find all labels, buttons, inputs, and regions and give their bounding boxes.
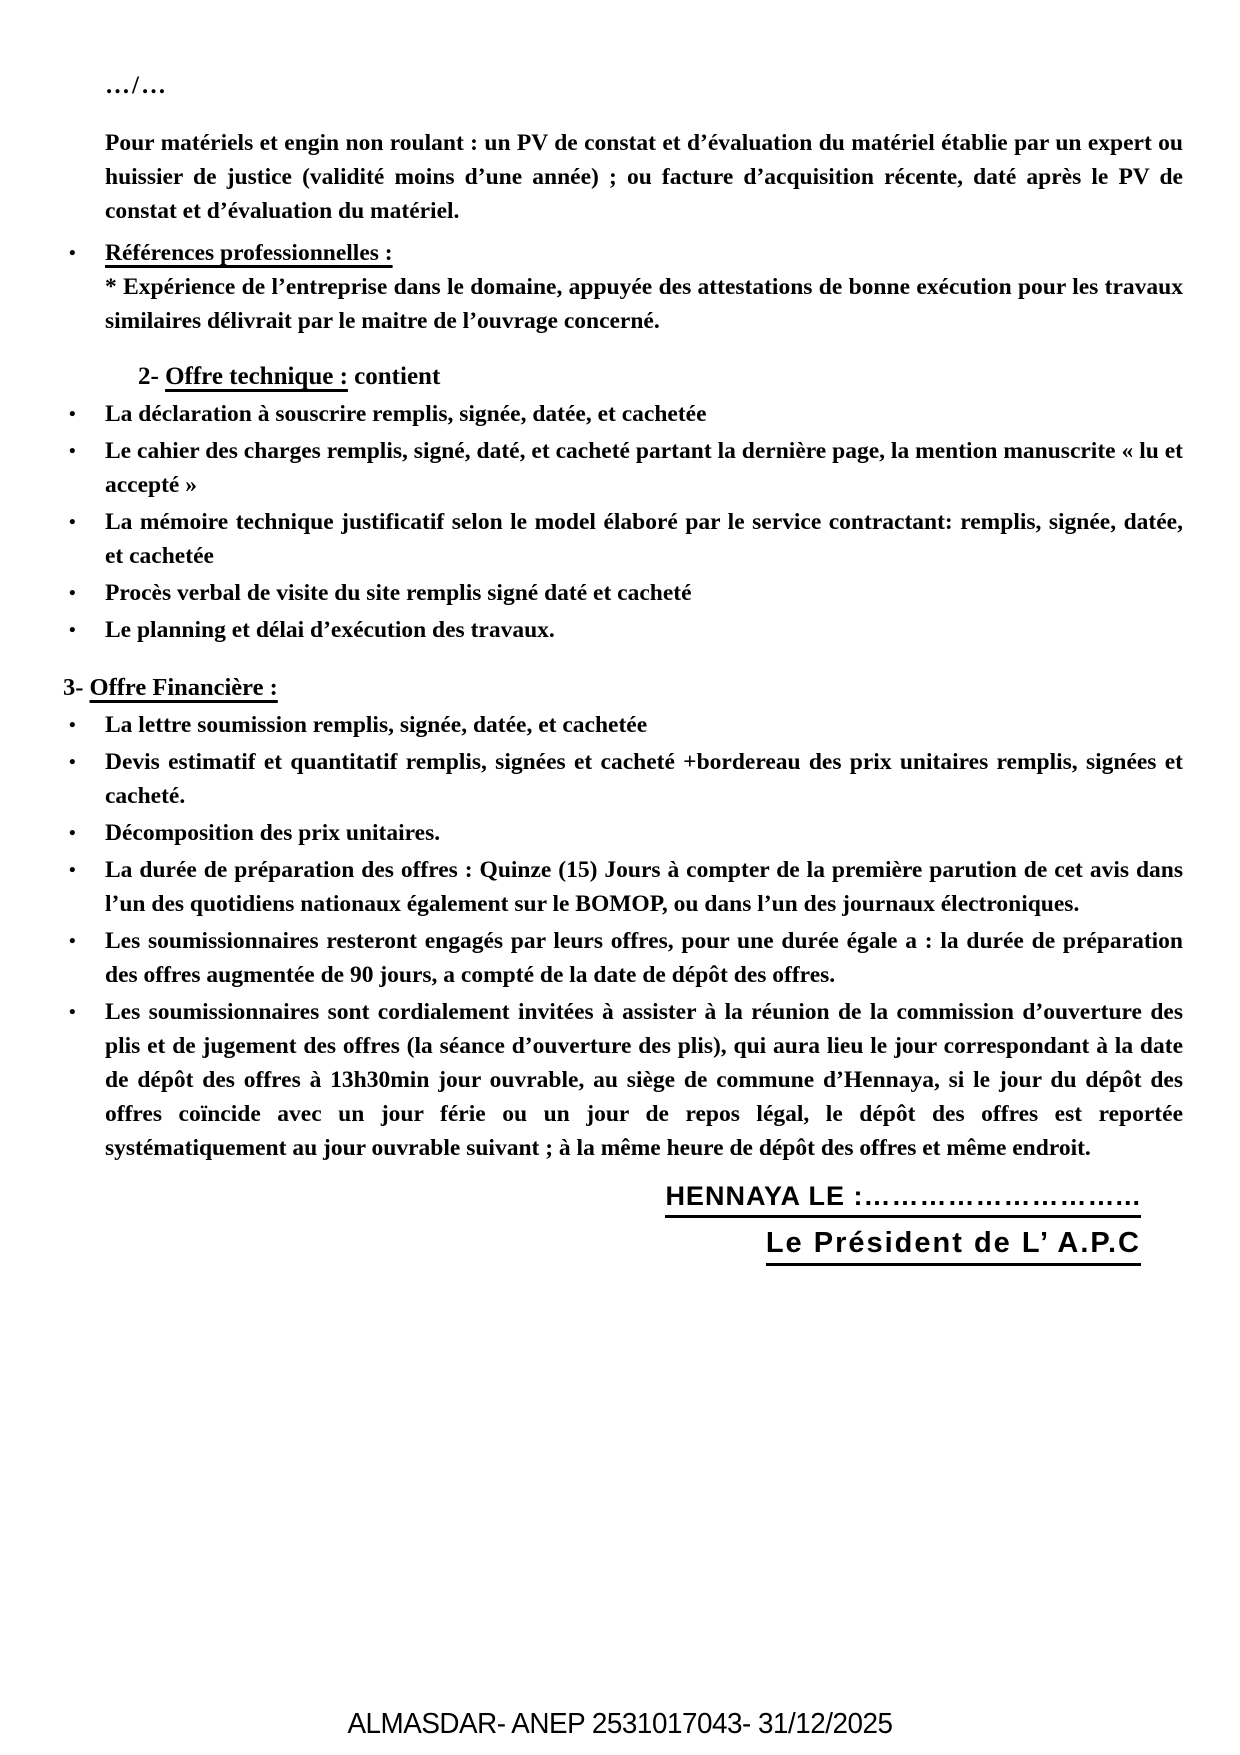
list-item: • Les soumissionnaires sont cordialement invitées à assister à la réunion de la commission d’ouverture des plis et de jugement des offres (la séance d’ouverture des plis), qui aura lieu le jour correspondant à la date de dépôt des offres à 13h30min jour ouvrable, au siège de commune d’Hennaya, si le jour du dépôt des offres coïncide avec un jour férie ou un jour de repos légal, le dépôt des offres est reportée systématiquement au jour ouvrable suivant ; à la même heure de dépôt des offres et même endroit. <box>105 995 1183 1165</box>
section-3-title: Offre Financière : <box>89 674 278 701</box>
section-3-number: 3- <box>63 674 84 701</box>
references-title: Références professionnelles : <box>105 240 393 266</box>
publication-footer: ALMASDAR- ANEP 2531017043- 31/12/2025 <box>347 1708 893 1740</box>
section-3-heading <box>63 671 1183 705</box>
list-item: • Le planning et délai d’exécution des travaux. <box>105 613 1183 647</box>
section-2-title: Offre technique : <box>165 363 348 390</box>
signature-block <box>105 1181 1183 1266</box>
section-2-number: 2- <box>138 363 159 390</box>
section-2-heading <box>138 360 1183 394</box>
section-2-suffix: contient <box>347 363 441 390</box>
technical-offer-list <box>105 397 1183 647</box>
list-item: • La mémoire technique justificatif selon le model élaboré par le service contractant: remplis, signée, datée, et cachetée <box>105 505 1183 573</box>
list-item: • La lettre soumission remplis, signée, datée, et cachetée <box>105 708 1183 742</box>
list-item: • Les soumissionnaires resteront engagés par leurs offres, pour une durée égale a : la durée de préparation des offres augmentée de 90 jours, a compté de la date de dépôt des offres. <box>105 924 1183 992</box>
list-item: • La déclaration à souscrire remplis, signée, datée, et cachetée <box>105 397 1183 431</box>
references-list <box>105 236 1183 338</box>
list-item: • La durée de préparation des offres : Quinze (15) Jours à compter de la première parution de cet avis dans l’un des quotidiens nationaux également sur le BOMOP, ou dans l’un des journaux électroniques. <box>105 853 1183 921</box>
list-item: • Décomposition des prix unitaires. <box>105 816 1183 850</box>
document-body <box>63 72 1183 1266</box>
references-body: * Expérience de l’entreprise dans le domaine, appuyée des attestations de bonne exécution pour les travaux similaires délivrait par le maitre de l’ouvrage concerné. <box>105 274 1183 334</box>
list-item: • Procès verbal de visite du site remplis signé daté et cacheté <box>105 576 1183 610</box>
references-item <box>105 236 1183 338</box>
signature-title: Le Président de L’ A.P.C <box>766 1227 1141 1266</box>
list-item: • Le cahier des charges remplis, signé, daté, et cacheté partant la dernière page, la mention manuscrite « lu et accepté » <box>105 434 1183 502</box>
intro-paragraph: Pour matériels et engin non roulant : un PV de constat et d’évaluation du matériel établie par un expert ou huissier de justice (validité moins d’une année) ; ou facture d’acquisition récente, daté après le PV de constat et d’évaluation du matériel. <box>105 130 1183 224</box>
signature-place-date: HENNAYA LE :………………………... <box>665 1181 1141 1218</box>
continuation-mark: …/… <box>105 72 168 99</box>
financial-offer-list <box>105 708 1183 1165</box>
list-item: • Devis estimatif et quantitatif remplis, signées et cacheté +bordereau des prix unitaires remplis, signées et cacheté. <box>105 745 1183 813</box>
